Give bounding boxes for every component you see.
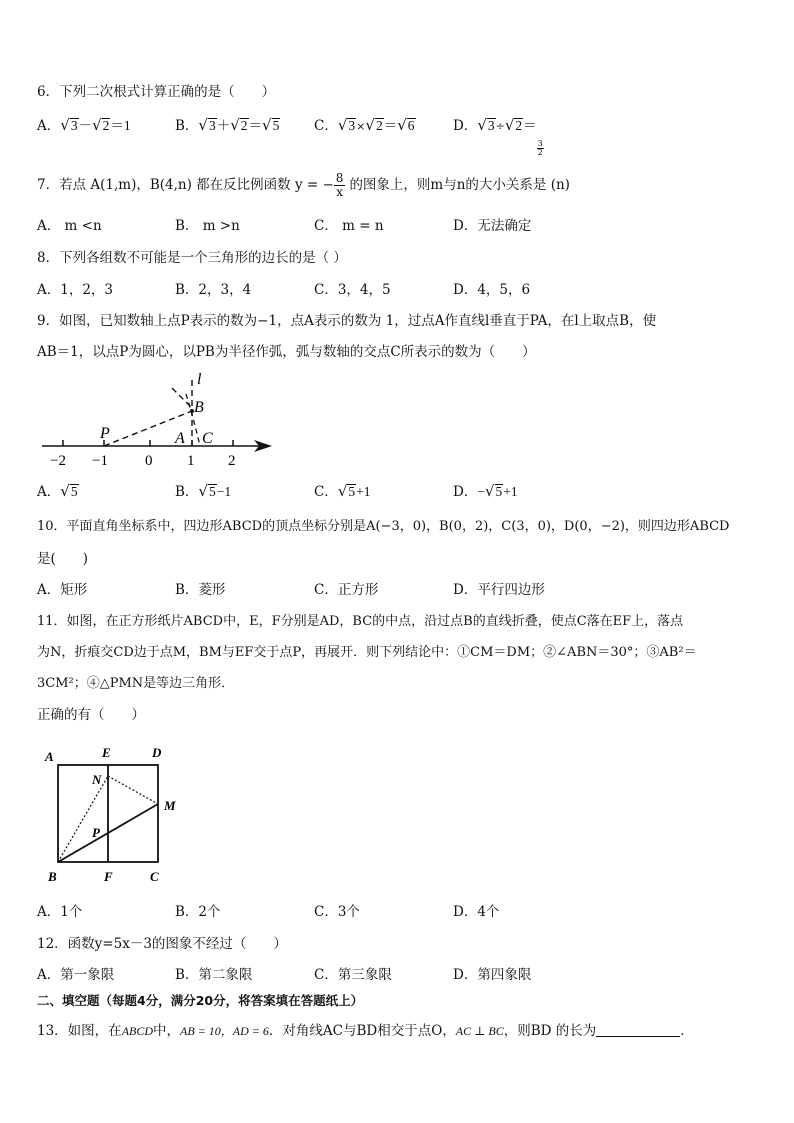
q9-option-c[interactable]: C．√5+1 [314,482,371,500]
q9-number-line-figure [40,370,280,470]
label-d: D [152,745,162,760]
q6-option-d[interactable]: D．√3÷√2＝ $\frac{3}{2}$ [453,116,543,157]
segment-bn [58,776,108,862]
label-e: E [102,745,111,760]
label-c: C [150,869,159,884]
q8-option-b[interactable]: B．2，3，4 [175,282,252,298]
q8-option-a[interactable]: A．1，2，3 [37,282,114,298]
label-m: M [164,798,176,813]
q12-option-a[interactable]: A．第一象限 [37,967,115,983]
q7-option-a[interactable]: A． m <n [37,218,102,234]
q10-line1: 10．平面直角坐标系中，四边形ABCD的顶点坐标分别是A(−3，0)，B(0，2)，C(3，0)，D(0，−2)，则四边形ABCD [37,519,730,534]
q11-option-c[interactable]: C．3个 [314,904,360,920]
tick-label: 2 [228,453,236,469]
label-p: P [92,825,100,840]
q11-line1: 11．如图，在正方形纸片ABCD中，E，F分别是AD，BC的中点，沿过点B的直线折叠，使点C落在EF上，落点 [37,614,684,629]
tick-label: −2 [50,453,66,469]
q7-option-b[interactable]: B． m >n [175,218,240,234]
label-c: C [202,430,213,447]
q10-option-c[interactable]: C．正方形 [314,582,379,598]
q12-option-d[interactable]: D．第四象限 [453,967,532,983]
label-b: B [194,399,204,416]
label-n: N [92,772,102,787]
q6-option-a[interactable]: A．√3－√2＝1 [37,116,131,134]
tick-label: 0 [145,453,153,469]
q12-stem: 12．函数y=5x－3的图象不经过（ ） [37,936,287,952]
q8-option-d[interactable]: D．4，5，6 [453,282,531,298]
q7-fraction: $\frac{8}{x}$ [335,171,344,200]
q7-stem: 7．若点 A(1,m)，B(4,n) 都在反比例函数 y = − $\frac{8}{x}$ 的图象上，则m与n的大小关系是 (n) [37,171,570,200]
q11-option-a[interactable]: A．1个 [37,904,83,920]
q8-option-c[interactable]: C．3，4，5 [314,282,391,298]
q11-line4: 正确的有（ ） [37,707,145,723]
q11-square-figure [40,742,190,887]
label-p: P [100,425,110,442]
q6-option-b[interactable]: B．√3＋√2＝√5 [175,116,280,134]
q11-line3: 3CM²；④△PMN是等边三角形． [37,676,235,691]
tick-label: 1 [187,453,195,469]
q12-option-b[interactable]: B．第二象限 [175,967,253,983]
segment-nm [108,776,158,804]
q13-stem: 13．如图，在ABCD中，AB = 10，AD = 6．对角线AC与BD相交于点O，AC ⊥ BC，则BD 的长为 ． [37,1023,694,1039]
tick-label: −1 [92,453,108,469]
q10-option-b[interactable]: B．菱形 [175,582,226,598]
q6-option-c[interactable]: C．√3×√2＝√6 [314,116,415,134]
label-l: l [197,371,202,388]
q9-option-b[interactable]: B．√5−1 [175,482,232,500]
q11-option-d[interactable]: D．4个 [453,904,500,920]
q9-line1: 9．如图，已知数轴上点P表示的数为−1，点A表示的数为 1，过点A作直线l垂直于PA，在l上取点B，使 [37,313,657,329]
q7-option-d[interactable]: D．无法确定 [453,218,532,234]
q8-stem: 8．下列各组数不可能是一个三角形的边长的是（ ） [37,250,347,266]
answer-blank[interactable] [596,1024,680,1037]
q9-option-a[interactable]: A．√5 [37,482,78,500]
label-a: A [45,749,54,764]
section-heading: 二、填空题（每题4分，满分20分，将答案填在答题纸上） [37,993,364,1008]
q12-option-c[interactable]: C．第三象限 [314,967,392,983]
label-b: B [48,869,57,884]
label-f: F [104,869,113,884]
q6-stem: 6．下列二次根式计算正确的是（ ） [37,84,276,100]
q9-option-d[interactable]: D．−√5+1 [453,482,518,500]
q11-line2: 为N，折痕交CD边于点M，BM与EF交于点P，再展开．则下列结论中：①CM＝DM；②∠ABN＝30°；③AB²＝ [37,645,697,660]
q6-d-fraction: $\frac{3}{2}$ [537,139,543,157]
q9-line2: AB＝1，以点P为圆心，以PB为半径作弧，弧与数轴的交点C所表示的数为（ ） [37,344,536,360]
q11-option-b[interactable]: B．2个 [175,904,221,920]
q7-option-c[interactable]: C． m = n [314,218,384,234]
q10-option-a[interactable]: A．矩形 [37,582,88,598]
q10-line2: 是( ) [37,551,89,567]
q10-option-d[interactable]: D．平行四边形 [453,582,545,598]
label-a: A [175,430,185,447]
